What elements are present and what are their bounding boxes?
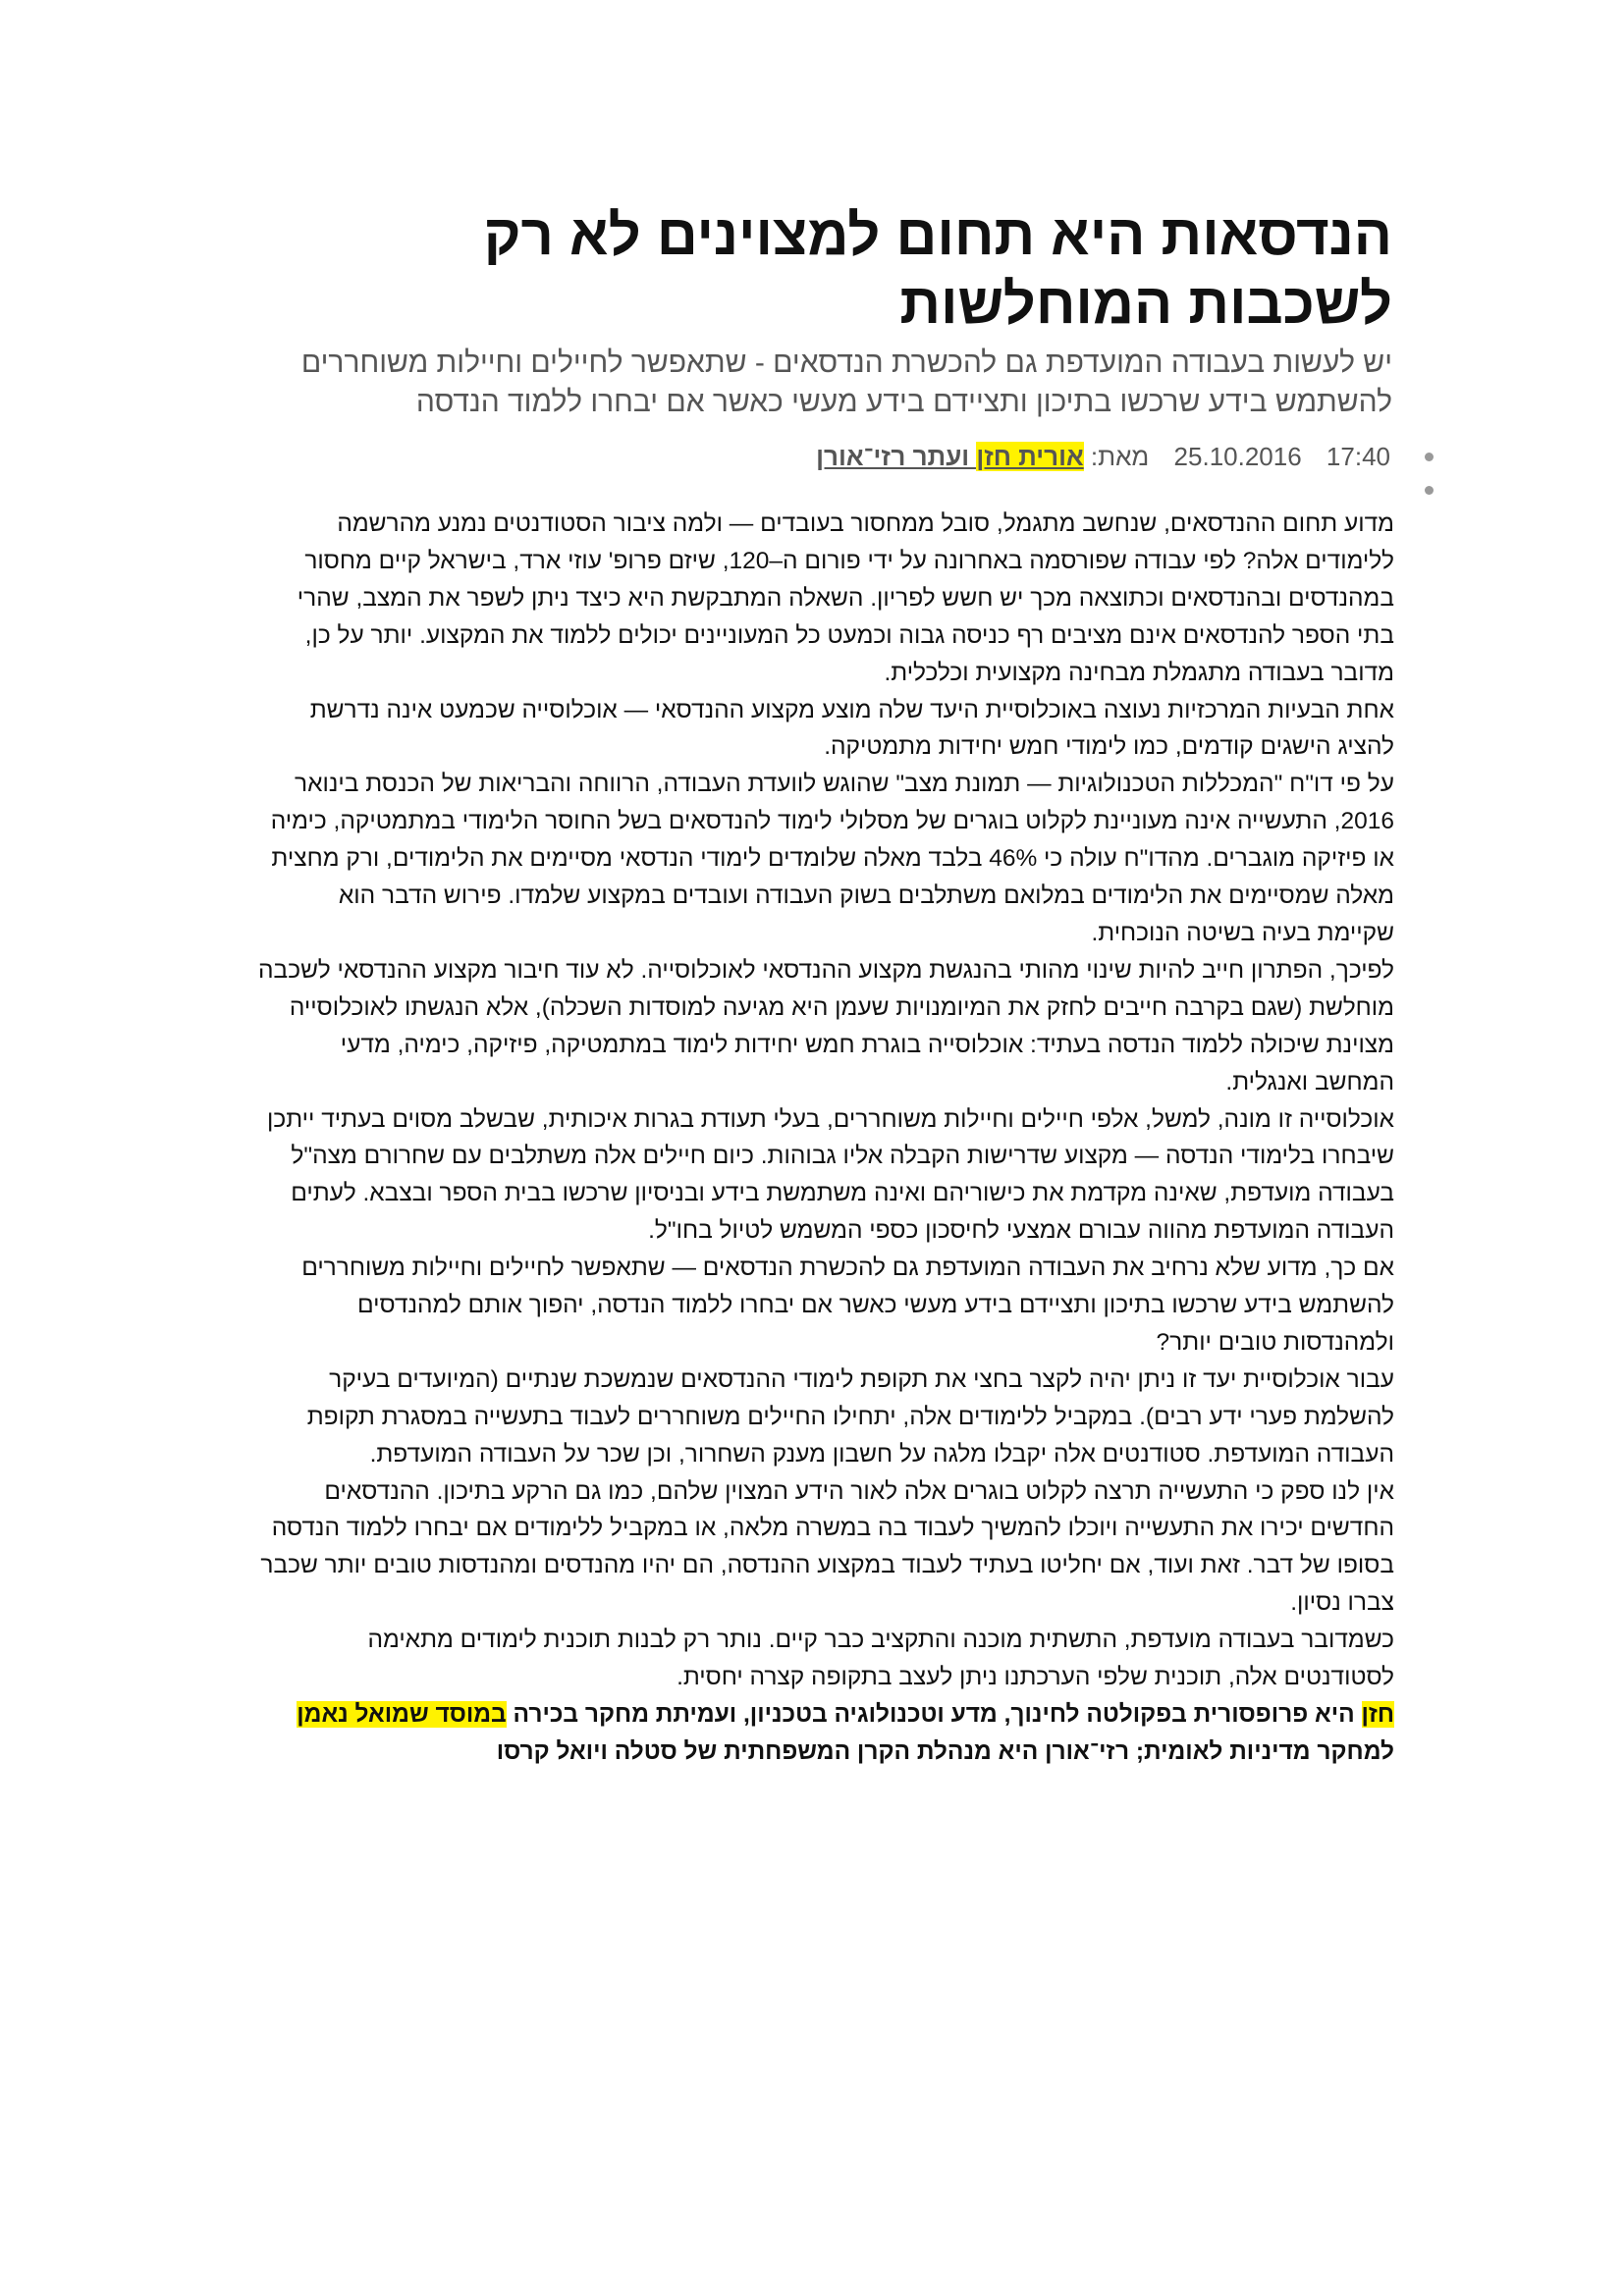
- article-title: הנדסאות היא תחום למצוינים לא רק לשכבות המוחלשות: [483, 203, 1392, 336]
- article-meta: [687, 440, 1434, 507]
- body-paragraph: עבור אוכלוסיית יעד זו ניתן יהיה לקצר בחצי את תקופת לימודי ההנדסאים שנמשכת שנתיים (המיועדים בעיקר להשלמת פערי ידע רבים). במקביל ללימודים אלה, יתחילו החיילים משוחררים לעבוד בתעשייה במסגרת תקופת העבודה המועדפת. סטודנטים אלה יקבלו מלגה על חשבון מענק השחרור, וכן שכר על העבודה המועדפת.: [306, 1365, 1394, 1468]
- bullet-icon: [1425, 453, 1434, 461]
- body-paragraph: אוכלוסייה זו מונה, למשל, אלפי חיילים וחיילות משוחררים, בעלי תעודת בגרות איכותית, שבשלב מסוים בעתיד ייתכן שיבחרו בלימודי הנדסה — מקצוע שדרישות הקבלה אליו גבוהות. כיום חיילים אלה משתלבים עם שחרורם מצה"ל בעבודה מועדפת, שאינה מקדמת את כישוריהם ואינה משתמשת בידע ובניסיון שרכשו בבית הספר ובצבא. לעתים העבודה המועדפת מהווה עבורם אמצעי לחיסכון כספי המשמש לטיול בחו"ל.: [267, 1105, 1394, 1245]
- meta-empty-item: [687, 473, 1434, 507]
- authors-link[interactable]: [816, 442, 1084, 471]
- body-paragraph: לפיכך, הפתרון חייב להיות שינוי מהותי בהנגשת מקצוע ההנדסאי לאוכלוסייה. לא עוד חיבור מקצוע ההנדסאי לשכבה מוחלשת (שגם בקרבה חייבים לחזק את המיומנויות שעמן היא מגיעה למוסדות השכלה), אלא הנגשתו לאוכלוסייה מצוינת שיכולה ללמוד הנדסה בעתיד: אוכלוסייה בוגרת חמש יחידות לימוד במתמטיקה, פיזיקה, כימיה, מדעי המחשב ואנגלית.: [258, 956, 1394, 1095]
- body-paragraph: אחת הבעיות המרכזיות נעוצה באוכלוסיית היעד שלה מוצע מקצוע ההנדסאי — אוכלוסייה שכמעט אינה נדרשת להציג הישגים קודמים, כמו לימודי חמש יחידות מתמטיקה.: [309, 696, 1394, 761]
- body-paragraph: אם כך, מדוע שלא נרחיב את העבודה המועדפת גם להכשרת הנדסאים — שתאפשר לחיילים וחיילות משוחררים להשתמש בידע שרכשו בתיכון ותציידם בידע מעשי כאשר אם יבחרו ללמוד הנדסה, יהפוך אותם למהנדסים ולמהנדסות טובים יותר?: [301, 1255, 1394, 1356]
- body-paragraph: על פי דו"ח "המכללות הטכנולוגיות — תמונת מצב" שהוגש לוועדת העבודה, הרווחה והבריאות של הכנסת בינואר 2016, התעשייה אינה מעוניינת לקלוט בוגרים של מסלולי לימוד להנדסאים בשל החוסר הלימודי במתמטיקה, כימיה או פיזיקה מוגברים. מהדו"ח עולה כי 46% בלבד מאלה שלומדים לימודי הנדסאי מסיימים את הלימודים, ורק מחצית מאלה שמסיימים את הלימודים במלואם משתלבים בשוק העבודה ועובדים במקצוע שלמדו. פירוש הדבר הוא שקיימת בעיה בשיטה הנוכחית.: [270, 771, 1394, 946]
- author-highlight: אורית חזן: [976, 442, 1084, 471]
- body-paragraph: מדוע תחום ההנדסאים, שנחשב מתגמל, סובל ממחסור בעובדים — ולמה ציבור הסטודנטים נמנע מהרשמה ללימודים אלה? לפי עבודה שפורסמה באחרונה על ידי פורום ה–120, שיזם פרופ' עוזי ארד, בישראל קיים מחסור במהנדסים ובהנדסאים וכתוצאה מכך יש חשש לפריון. השאלה המתבקשת היא כיצד ניתן לשפר את המצב, שהרי בתי הספר להנדסאים אינם מציבים רף כניסה גבוה וכמעט כל המעוניינים יכולים ללמוד את המקצוע. יותר על כן, מדובר בעבודה מתגמלת מבחינה מקצועית וכלכלית.: [297, 510, 1394, 686]
- author-second: ועתר רזי־אורן: [816, 442, 977, 471]
- bullet-icon: [1425, 486, 1434, 495]
- bio-text: היא פרופסורית בפקולטה לחינוך, מדע וטכנולוגיה בטכניון, ועמיתת מחקר בכירה: [506, 1701, 1362, 1728]
- body-paragraph: אין לנו ספק כי התעשייה תרצה לקלוט בוגרים אלה לאור הידע המצוין שלהם, כמו גם הרקע בתיכון. ההנדסאים החדשים יכירו את התעשייה ויוכלו להמשיך לעבוד בה במשרה מלאה, או במקביל ללימודים אם יבחרו ללמוד הנדסה בסופו של דבר. זאת ועוד, אם יחליטו בעתיד לעבוד במקצוע ההנדסה, הם יהיו מהנדסים ומהנדסות טובים יותר שכבר צברו נסיון.: [260, 1477, 1394, 1617]
- bio-text: למחקר מדיניות לאומית; רזי־אורן היא מנהלת הקרן המשפחתית של סטלה ויואל קרסו: [496, 1737, 1394, 1765]
- body-paragraph: כשמדובר בעבודה מועדפת, התשתית מוכנה והתקציב כבר קיים. נותר רק לבנות תוכנית לימודים מתאימה לסטודנטים אלה, תוכנית שלפי הערכתנו ניתן לעצב בתקופה קצרה יחסית.: [367, 1627, 1394, 1691]
- from-label: מאת:: [1090, 442, 1150, 471]
- meta-byline: [687, 440, 1434, 473]
- author-bio: [255, 1696, 1394, 1771]
- bio-highlight: במוסד שמואל נאמן: [297, 1701, 507, 1728]
- publish-date: 25.10.2016: [1173, 442, 1302, 471]
- article-body: [255, 506, 1394, 1771]
- bio-highlight: חזן: [1361, 1701, 1394, 1728]
- publish-time: 17:40: [1326, 442, 1390, 471]
- article-subtitle: יש לעשות בעבודה המועדפת גם להכשרת הנדסאים - שתאפשר לחיילים וחיילות משוחררים להשתמש בידע שרכשו בתיכון ותציידם בידע מעשי כאשר אם יבחרו ללמוד הנדסה: [300, 347, 1392, 418]
